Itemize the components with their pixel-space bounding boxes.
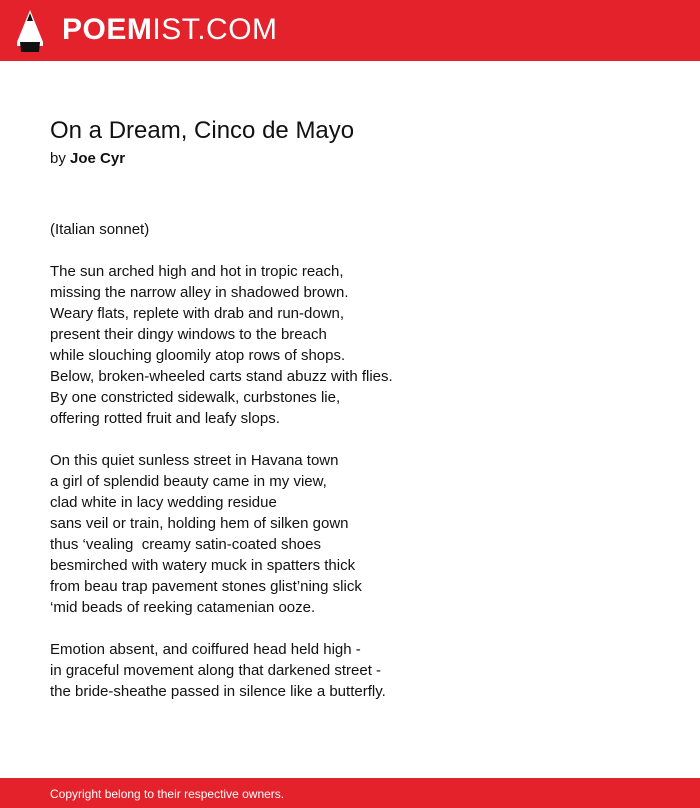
poem-line: the bride-sheathe passed in silence like a butterfly. (50, 683, 386, 700)
poem-line: offering rotted fruit and leafy slops. (50, 410, 280, 427)
poem-line: in graceful movement along that darkened street - (50, 662, 382, 679)
poem-line: present their dingy windows to the breach (50, 326, 327, 343)
copyright-notice: Copyright belong to their respective owners. (50, 787, 285, 801)
site-header (0, 0, 700, 61)
poem-line: Below, broken-wheeled carts stand abuzz with flies. (50, 368, 393, 385)
logo-light-text: IST.COM (152, 13, 278, 46)
by-label: by (50, 150, 66, 167)
poem-line: from beau trap pavement stones glist’ning slick (50, 578, 362, 595)
poem-line: while slouching gloomily atop rows of shops. (50, 347, 346, 364)
poem-line: The sun arched high and hot in tropic reach, (50, 263, 344, 280)
poem-line: Emotion absent, and coiffured head held high - (50, 641, 361, 658)
poem-line: thus ‘vealing creamy satin-coated shoes (50, 536, 321, 553)
author-link[interactable]: Joe Cyr (70, 150, 126, 167)
poem-title: On a Dream, Cinco de Mayo (50, 117, 355, 144)
logo-bold-text: POEM (62, 13, 153, 46)
poem-line: missing the narrow alley in shadowed brown. (50, 284, 349, 301)
poem-body (50, 219, 650, 702)
poem-line: Weary flats, replete with drab and run-down, (50, 305, 345, 322)
poem-line: a girl of splendid beauty came in my view, (50, 473, 327, 490)
poem-line: By one constricted sidewalk, curbstones lie, (50, 389, 341, 406)
poem-line: On this quiet sunless street in Havana town (50, 452, 339, 469)
poem-line: clad white in lacy wedding residue (50, 494, 277, 511)
byline (50, 149, 125, 169)
site-logo[interactable] (62, 12, 278, 48)
site-footer (0, 778, 700, 808)
poem-line: sans veil or train, holding hem of silken gown (50, 515, 349, 532)
pencil-tip-icon[interactable] (17, 10, 43, 52)
form-note: (Italian sonnet) (50, 221, 150, 238)
poem-line: ‘mid beads of reeking catamenian ooze. (50, 599, 316, 616)
poem-line: besmirched with watery muck in spatters thick (50, 557, 356, 574)
